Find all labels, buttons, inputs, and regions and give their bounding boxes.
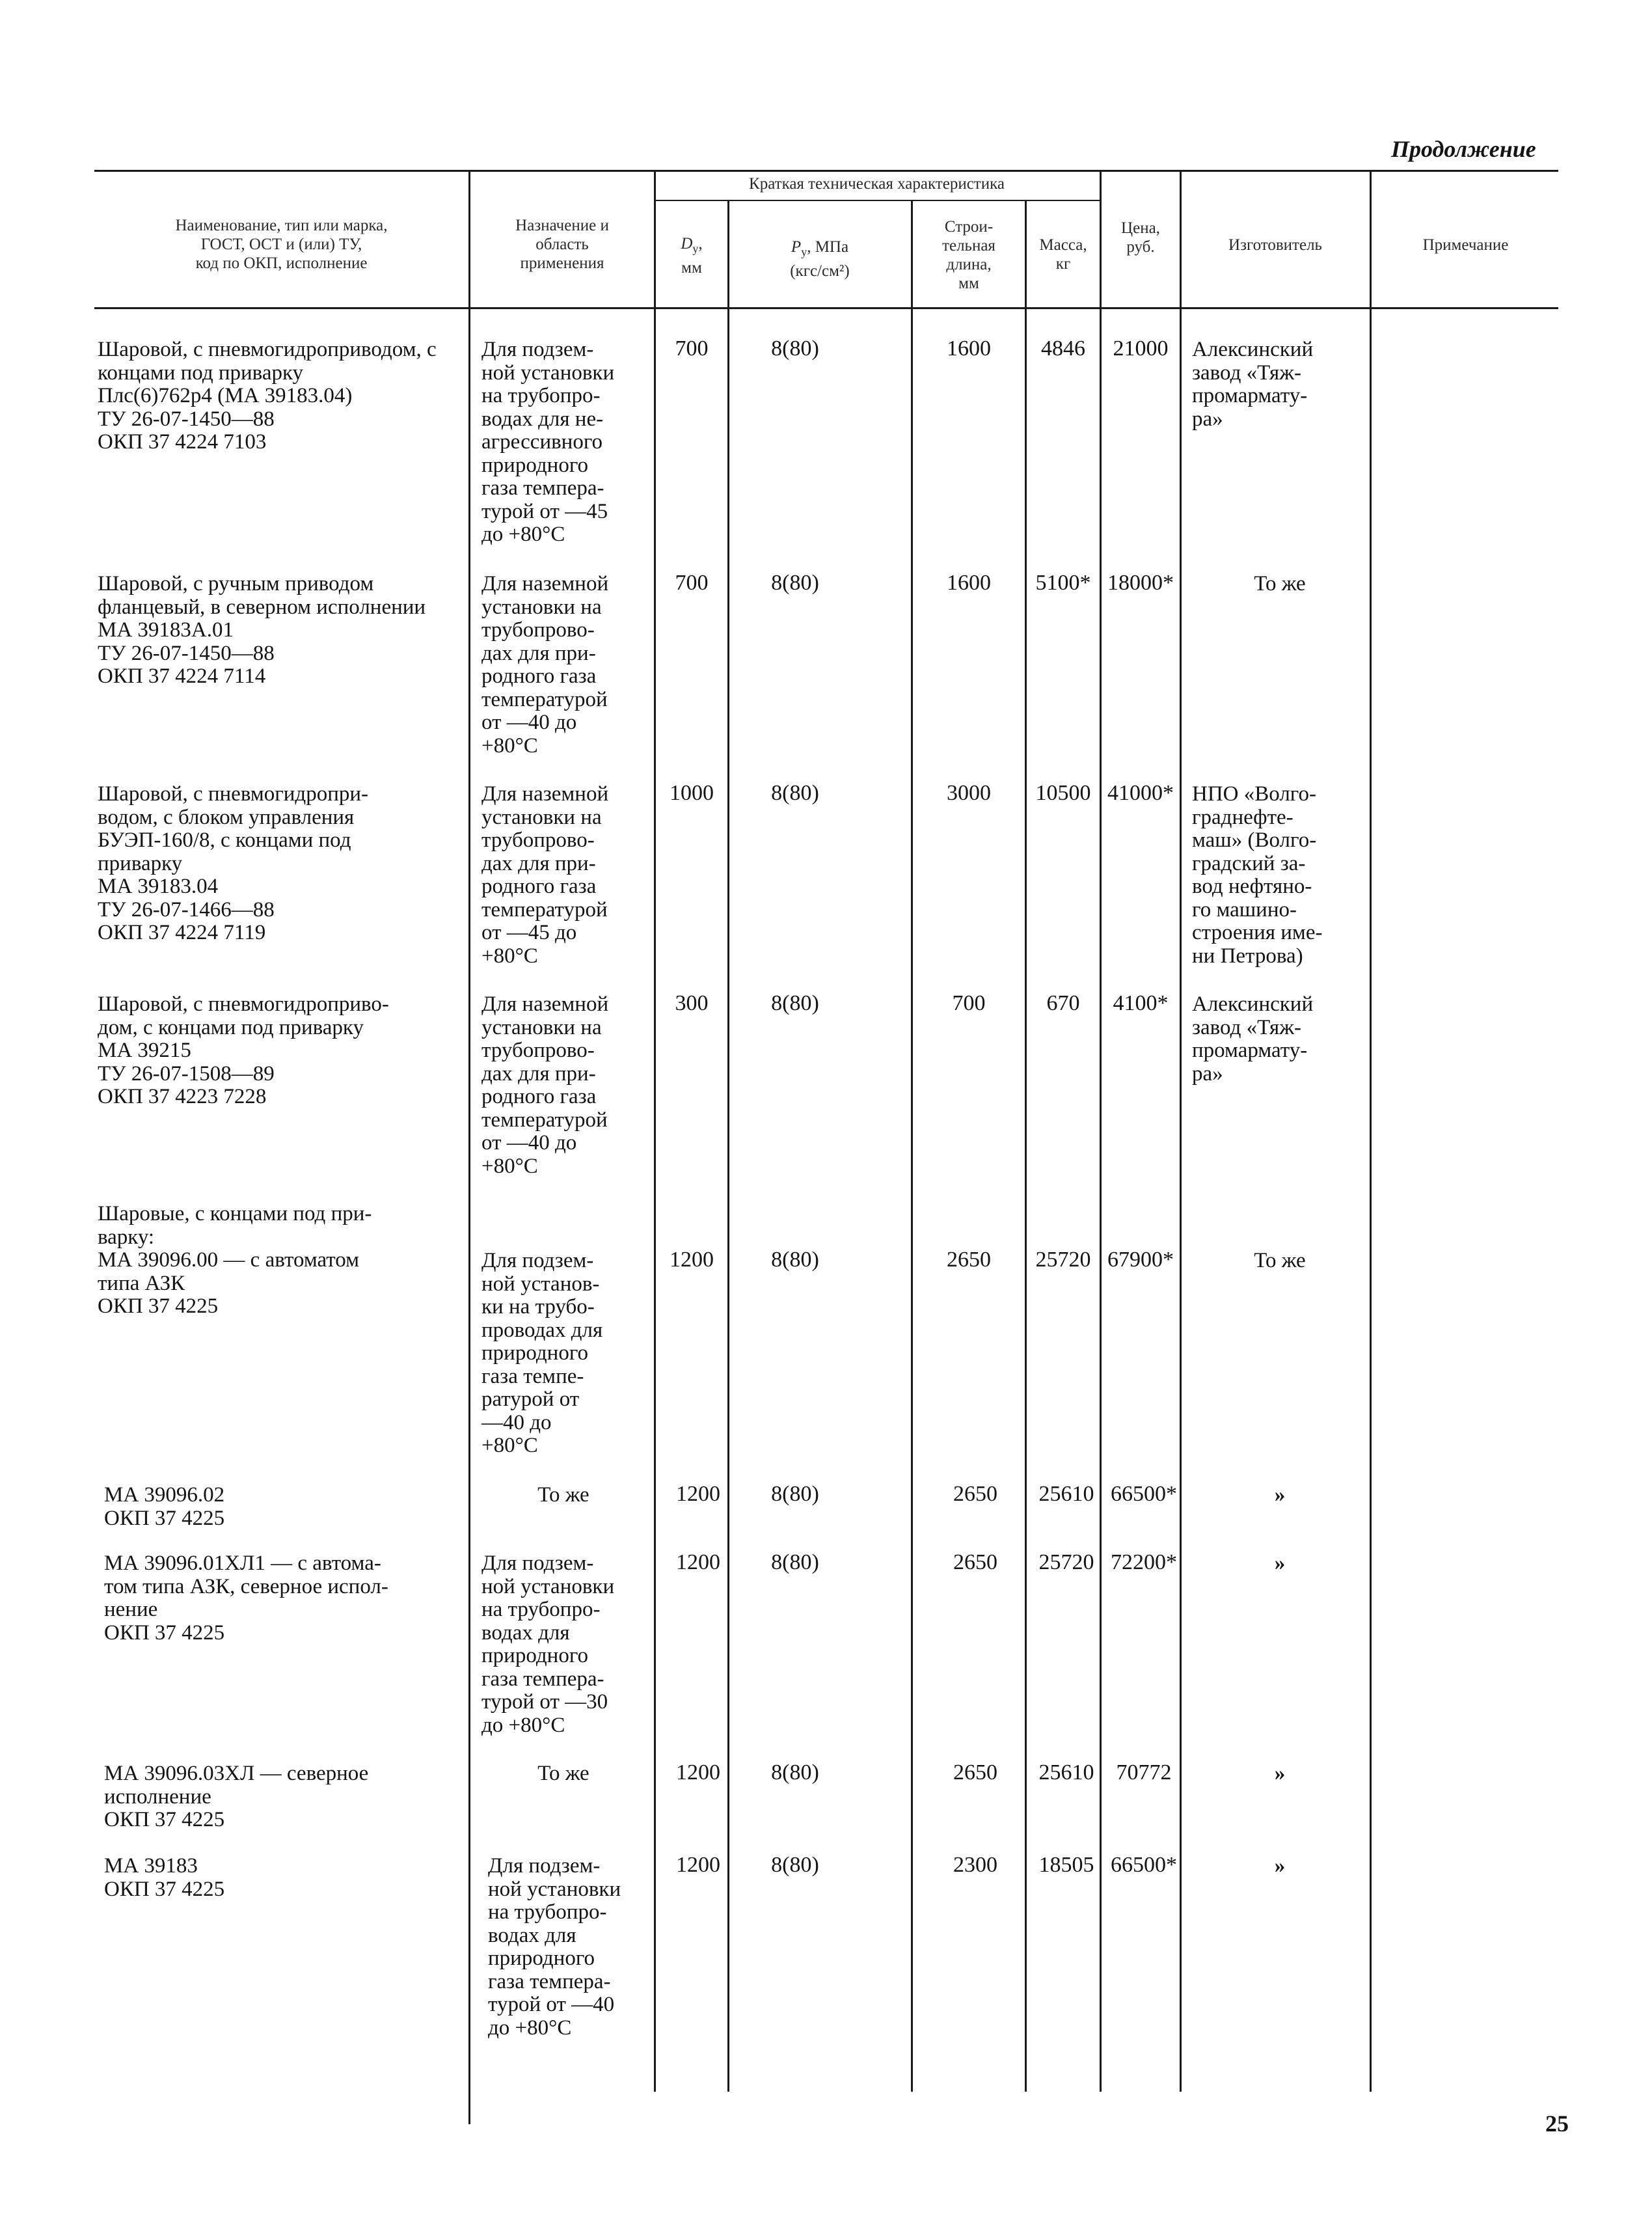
column-divider <box>1025 201 1027 2092</box>
table-row-purpose: Для подзем- ной установки на трубопро- водах для не- агрессивного природного газа темпера- турой от —45 до +80°С <box>481 338 615 546</box>
column-divider <box>1180 172 1182 2092</box>
table-top-rule <box>94 170 1558 172</box>
header-dy-unit: мм <box>681 259 702 277</box>
table-row-price: 67900* <box>1107 1248 1174 1272</box>
header-py-subscript: у <box>801 245 807 258</box>
header-purpose: Назначение и область применения <box>515 217 609 272</box>
header-dy: $D_у$, мм <box>681 235 703 277</box>
table-row-price: 66500* <box>1111 1482 1177 1506</box>
table-row-price: 72200* <box>1111 1550 1177 1574</box>
table-row-py: 8(80) <box>771 991 819 1015</box>
table-row-name: Шаровой, с ручным приводом фланцевый, в северном исполнении МА 39183А.01 ТУ 26-07-1450—88 ОКП 37 4224 7114 <box>98 572 426 688</box>
table-row-name: МА 39096.02 ОКП 37 4225 <box>104 1483 225 1530</box>
table-row-py: 8(80) <box>771 781 819 805</box>
table-row-dy: 700 <box>675 336 709 361</box>
table-row-purpose: То же <box>537 1483 589 1507</box>
table-row-price: 70772 <box>1116 1760 1172 1785</box>
table-row-py: 8(80) <box>771 571 819 595</box>
table-row-length: 2650 <box>953 1550 997 1574</box>
tech-group-rule <box>654 200 1100 201</box>
table-row-mass: 25610 <box>1038 1760 1094 1785</box>
table-row-mass: 5100* <box>1035 571 1091 595</box>
header-py-unit2: (кгс/см²) <box>790 262 850 280</box>
column-divider <box>911 201 913 2092</box>
table-row-py: 8(80) <box>771 1482 819 1506</box>
header-name: Наименование, тип или марка, ГОСТ, ОСТ и (или) ТУ, код по ОКП, исполнение <box>175 217 388 272</box>
table-row-length: 1600 <box>947 571 991 595</box>
table-row-maker: То же <box>1254 572 1306 595</box>
header-dy-subscript: у <box>692 242 699 255</box>
table-row-length: 2300 <box>953 1853 997 1877</box>
table-row-py: 8(80) <box>771 1550 819 1574</box>
table-row-maker: НПО «Волго- граднефте- маш» (Волго- градский за- вод нефтяно- го машино- строения име- ни Петрова) <box>1192 782 1323 968</box>
table-row-dy: 1200 <box>676 1760 720 1785</box>
header-price: Цена, руб. <box>1121 219 1160 256</box>
table-row-price: 18000* <box>1107 571 1174 595</box>
table-row-mass: 4846 <box>1041 336 1085 361</box>
table-row-mass: 25610 <box>1038 1482 1094 1506</box>
table-row-mass: 670 <box>1046 991 1080 1015</box>
table-row-name: Шаровой, с пневмогидроприводом, с концами под приварку Плс(6)762р4 (МА 39183.04) ТУ 26-07-1450—88 ОКП 37 4224 7103 <box>98 338 437 454</box>
table-row-py: 8(80) <box>771 336 819 361</box>
header-note: Примечание <box>1422 236 1509 254</box>
header-py <box>730 238 910 280</box>
table-row-maker: » <box>1274 1552 1286 1575</box>
table-row-maker: » <box>1274 1483 1286 1507</box>
header-dy-symbol: D <box>681 235 693 253</box>
table-row-py: 8(80) <box>771 1248 819 1272</box>
table-row-mass: 25720 <box>1035 1248 1091 1272</box>
column-divider <box>654 172 656 2092</box>
table-row-length: 2650 <box>953 1760 997 1785</box>
table-row-dy: 1000 <box>670 781 714 805</box>
header-length: Строи- тельная длина, мм <box>942 218 995 292</box>
table-row-maker: Алексинский завод «Тяж- промармату- ра» <box>1192 338 1314 431</box>
table-row-dy: 1200 <box>670 1248 714 1272</box>
table-row-maker: » <box>1274 1762 1286 1785</box>
table-row-price: 21000 <box>1113 336 1169 361</box>
table-row-name: Шаровой, с пневмогидропри- водом, с блоком управления БУЭП-160/8, с концами под приварку МА 39183.04 ТУ 26-07-1466—88 ОКП 37 4224 7119 <box>98 782 369 944</box>
table-row-mass: 18505 <box>1038 1853 1094 1877</box>
continued-label: Продолжение <box>1391 136 1536 162</box>
header-py-unit: , МПа <box>807 238 849 256</box>
column-divider <box>1100 172 1102 2092</box>
table-row-name: Шаровой, с пневмогидроприво- дом, с концами под приварку МА 39215 ТУ 26-07-1508—89 ОКП 37 4223 7228 <box>98 992 389 1108</box>
table-row-maker: Алексинский завод «Тяж- промармату- ра» <box>1192 992 1314 1086</box>
column-divider <box>468 172 470 2124</box>
column-divider <box>727 201 729 2092</box>
table-row-dy: 1200 <box>676 1550 720 1574</box>
table-row-purpose: Для подзем- ной установки на трубопро- водах для природного газа темпера- турой от —40 до +80°С <box>488 1854 621 2040</box>
header-tech-group: Краткая техническая характеристика <box>749 175 1005 193</box>
table-row-name: МА 39183 ОКП 37 4225 <box>104 1854 225 1901</box>
table-row-length: 700 <box>952 991 986 1015</box>
table-row-dy: 1200 <box>676 1853 720 1877</box>
table-row-name: МА 39096.01ХЛ1 — с автома- том типа АЗК, северное испол- нение ОКП 37 4225 <box>104 1552 388 1645</box>
table-row-maker: То же <box>1254 1249 1306 1272</box>
table-row-name: МА 39096.03ХЛ — северное исполнение ОКП 37 4225 <box>104 1762 369 1831</box>
table-row-dy: 300 <box>675 991 709 1015</box>
table-row-length: 2650 <box>947 1248 991 1272</box>
table-row-mass: 25720 <box>1038 1550 1094 1574</box>
header-mass: Масса, кг <box>1039 236 1087 273</box>
table-row-price: 4100* <box>1113 991 1169 1015</box>
table-row-purpose: Для наземной установки на трубопрово- дах для при- родного газа температурой от —40 до +80°С <box>481 992 609 1178</box>
table-row-price: 41000* <box>1107 781 1174 805</box>
header-py-symbol: P <box>791 238 802 256</box>
table-row-purpose: Для подзем- ной установки на трубопро- водах для природного газа темпера- турой от —30 до +80°С <box>481 1552 615 1737</box>
header-maker: Изготовитель <box>1228 236 1322 254</box>
table-row-maker: » <box>1274 1854 1286 1878</box>
table-row-name: Шаровые, с концами под при- варку: МА 39096.00 — с автоматом типа АЗК ОКП 37 4225 <box>98 1202 372 1318</box>
table-row-length: 3000 <box>947 781 991 805</box>
table-row-length: 1600 <box>947 336 991 361</box>
table-row-purpose: Для наземной установки на трубопрово- дах для при- родного газа температурой от —45 до +80°С <box>481 782 609 968</box>
table-row-price: 66500* <box>1111 1853 1177 1877</box>
page-number: 25 <box>1545 2111 1569 2137</box>
table-row-dy: 700 <box>675 571 709 595</box>
header-bottom-rule <box>94 307 1558 309</box>
table-row-purpose: Для подзем- ной установ- ки на трубо- проводах для природного газа темпе- ратурой от —40 до +80°С <box>481 1249 603 1457</box>
table-row-py: 8(80) <box>771 1760 819 1785</box>
table-row-purpose: То же <box>537 1762 589 1785</box>
table-row-length: 2650 <box>953 1482 997 1506</box>
table-row-mass: 10500 <box>1035 781 1091 805</box>
table-row-py: 8(80) <box>771 1853 819 1877</box>
column-divider <box>1370 172 1372 2092</box>
table-row-purpose: Для наземной установки на трубопрово- дах для при- родного газа температурой от —40 до +80°С <box>481 572 609 758</box>
table-row-dy: 1200 <box>676 1482 720 1506</box>
